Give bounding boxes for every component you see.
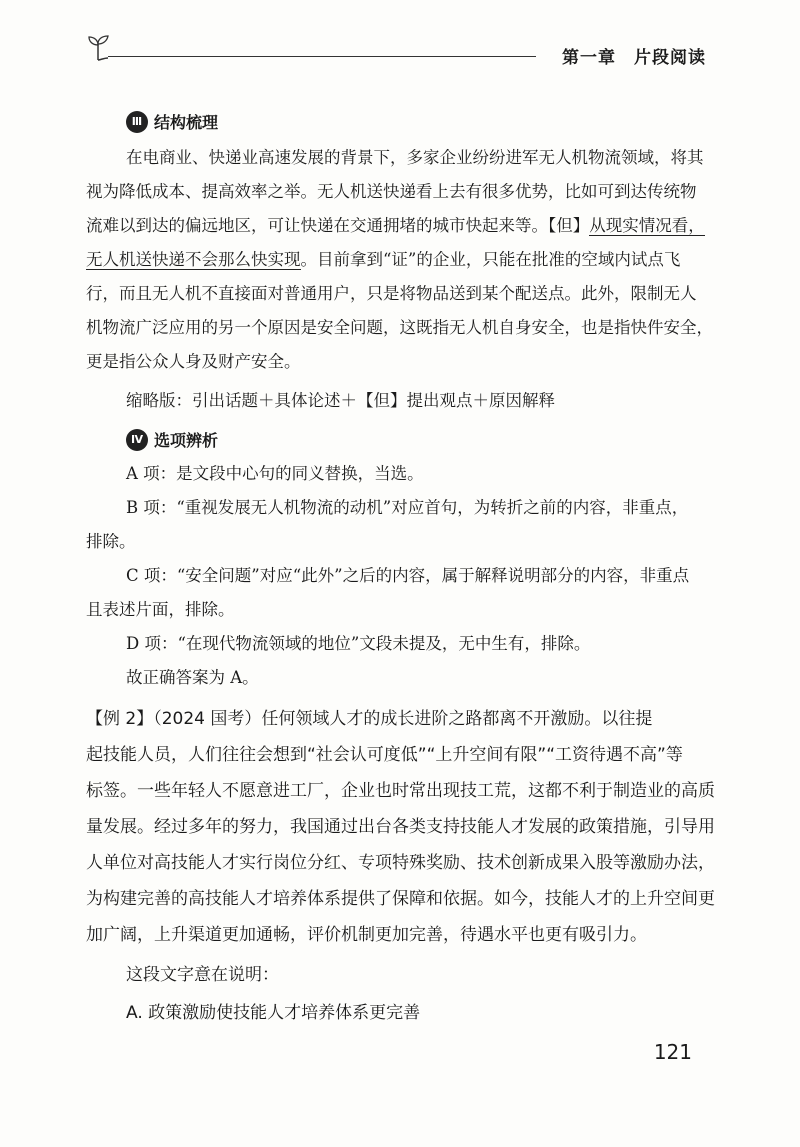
text-line: 机物流广泛应用的另一个原因是安全问题，这既指无人机自身安全，也是指快件安全， (86, 318, 713, 337)
analysis-heading (126, 428, 218, 451)
option-b-analysis-cont: 排除。 (86, 532, 136, 551)
answer-line: 故正确答案为 A。 (126, 668, 259, 687)
text-line: 起技能人员，人们往往会想到“社会认可度低”“上升空间有限”“工资待遇不高”等 (86, 745, 683, 765)
header-rule (108, 56, 536, 57)
chapter-number: 第一章 (562, 48, 616, 68)
text-line: 行，而且无人机不直接面对普通用户，只是将物品送到某个配送点。此外，限制无人 (86, 284, 697, 303)
chapter-title (562, 43, 706, 68)
text-line: 更是指公众人身及财产安全。 (86, 352, 301, 371)
analysis-paragraph (86, 457, 702, 695)
structure-title: 结构梳理 (154, 113, 219, 132)
text-line (86, 243, 702, 277)
chapter-section: 片段阅读 (634, 48, 706, 68)
example-paragraph (86, 701, 715, 1031)
structure-paragraph (86, 141, 713, 418)
text-line (86, 209, 705, 243)
text-segment: 流难以到达的偏远地区，可让快递在交通拥堵的城市快起来等。【但】 (86, 216, 590, 235)
text-line: 人单位对高技能人才实行岗位分红、专项特殊奖励、技术创新成果入股等激励办法， (86, 853, 715, 873)
option-c-analysis: C 项：“安全问题”对应“此外”之后的内容，属于解释说明部分的内容，非重点 (126, 566, 690, 585)
option-c-analysis-cont: 且表述片面，排除。 (86, 600, 235, 619)
page-header (86, 30, 706, 70)
text-line: 标签。一些年轻人不愿意进工厂，企业也时常出现技工荒，这都不利于制造业的高质 (86, 781, 715, 801)
option-a: A. 政策激励使技能人才培养体系更完善 (126, 1003, 421, 1023)
analysis-badge: Ⅳ (126, 429, 148, 451)
option-d-analysis: D 项：“在现代物流领域的地位”文段未提及，无中生有，排除。 (126, 634, 591, 653)
summary-line: 缩略版：引出话题＋具体论述＋【但】提出观点＋原因解释 (126, 391, 555, 410)
analysis-title: 选项辨析 (154, 431, 219, 450)
option-a-analysis: A 项：是文段中心句的同义替换，当选。 (126, 464, 424, 483)
text-line: 在电商业、快递业高速发展的背景下，多家企业纷纷进军无人机物流领域，将其 (126, 148, 704, 167)
text-line: 量发展。经过多年的努力，我国通过出台各类支持技能人才发展的政策措施，引导用 (86, 817, 715, 837)
sprout-icon (86, 32, 112, 62)
text-line: 加广阔，上升渠道更加通畅，评价机制更加完善，待遇水平也更有吸引力。 (86, 925, 647, 945)
key-sentence-part-1: 从现实情况看， (589, 216, 705, 235)
text-line: 【例 2】（2024 国考）任何领域人才的成长进阶之路都离不开激励。以往提 (86, 709, 653, 729)
text-segment: 。目前拿到“证”的企业，只能在批准的空域内试点飞 (300, 250, 681, 269)
question-stem: 这段文字意在说明： (126, 965, 279, 985)
key-sentence-part-2: 无人机送快递不会那么快实现 (86, 250, 301, 269)
structure-badge: Ⅲ (126, 111, 148, 133)
text-line: 视为降低成本、提高效率之举。无人机送快递看上去有很多优势，比如可到达传统物 (86, 182, 697, 201)
page-number: 121 (653, 1040, 692, 1064)
text-line: 为构建完善的高技能人才培养体系提供了保障和依据。如今，技能人才的上升空间更 (86, 889, 715, 909)
option-b-analysis: B 项：“重视发展无人机物流的动机”对应首句，为转折之前的内容，非重点， (126, 498, 689, 517)
structure-heading (126, 110, 218, 133)
